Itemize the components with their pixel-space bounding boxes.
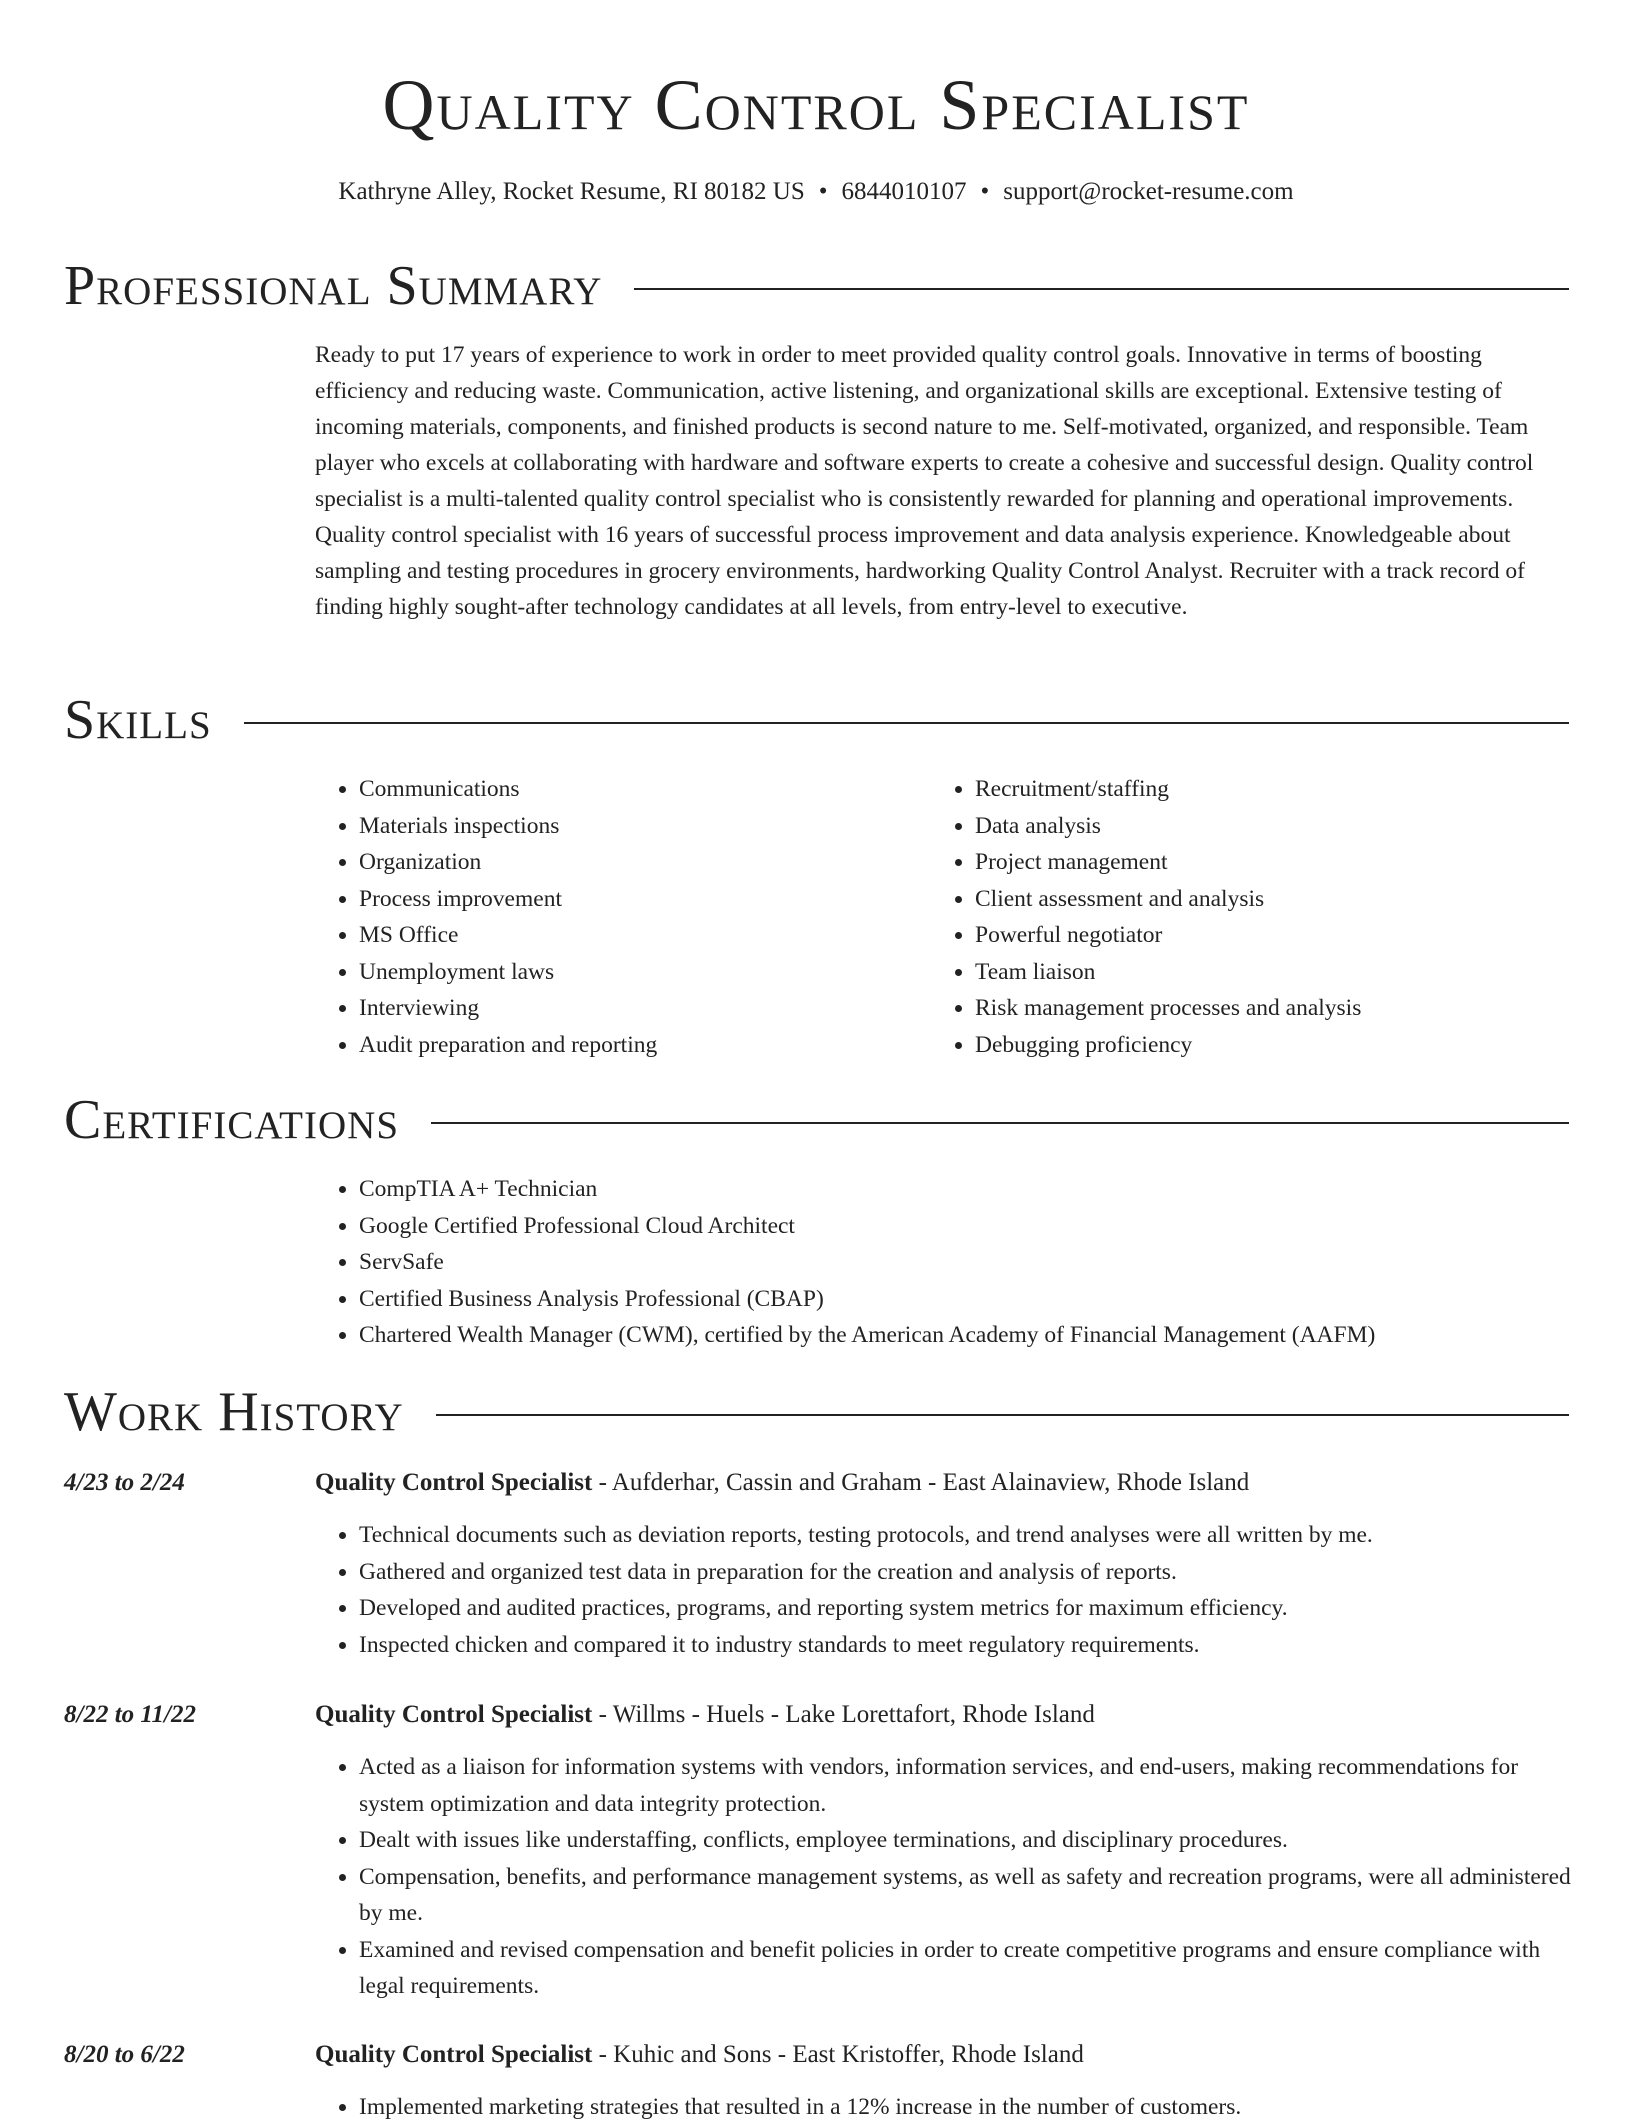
certification-item: • Certified Business Analysis Professional (CBAP): [359, 1281, 1571, 1318]
job-dates: 8/20 to 6/22: [64, 2041, 185, 2068]
resume-title: Quality Control Specialist: [382, 65, 1250, 145]
certification-item: • ServSafe: [359, 1244, 1571, 1281]
contact-line: [0, 174, 1632, 210]
job-bullets: [315, 1749, 1571, 2005]
job-title-line: [315, 1465, 1571, 1501]
work-section-header: [64, 1380, 1569, 1444]
job-bullet-item: • Developed and audited practices, programs, and reporting system metrics for maximum efficiency.: [359, 1590, 1571, 1627]
skill-item: • Organization: [359, 844, 915, 881]
skills-list-right: [931, 771, 1531, 1063]
skills-list-left: [315, 771, 915, 1063]
certifications-heading: Certifications: [64, 1089, 400, 1151]
contact-separator: •: [980, 178, 990, 205]
section-divider: [244, 722, 1569, 724]
contact-address: Kathryne Alley, Rocket Resume, RI 80182 US: [338, 178, 805, 205]
skills-right-column: [931, 771, 1531, 1063]
job-bullets: [315, 1517, 1571, 1663]
section-divider: [634, 288, 1569, 290]
job-title: Quality Control Specialist: [315, 1701, 593, 1728]
skill-item: • Audit preparation and reporting: [359, 1027, 915, 1064]
job-title: Quality Control Specialist: [315, 2041, 593, 2068]
contact-email: support@rocket-resume.com: [1003, 178, 1294, 205]
skill-item: • Communications: [359, 771, 915, 808]
summary-body: [315, 337, 1571, 625]
certification-item: • Chartered Wealth Manager (CWM), certified by the American Academy of Financial Management (AAFM): [359, 1317, 1571, 1354]
job-bullet-item: • Inspected chicken and compared it to industry standards to meet regulatory requirements.: [359, 1627, 1571, 1664]
skill-item: • Process improvement: [359, 881, 915, 918]
job-bullet-item: • Examined and revised compensation and benefit policies in order to create competitive programs and ensure compliance with legal requirements.: [359, 1932, 1571, 2005]
skill-item: • MS Office: [359, 917, 915, 954]
work-heading: Work History: [64, 1381, 404, 1443]
job-bullet-item: • Gathered and organized test data in preparation for the creation and analysis of reports.: [359, 1554, 1571, 1591]
job-dates: 8/22 to 11/22: [64, 1701, 196, 1728]
skills-left-column: [315, 771, 915, 1063]
certification-item: • Google Certified Professional Cloud Architect: [359, 1208, 1571, 1245]
job-bullet-list: [315, 2089, 1571, 2126]
summary-section-header: [64, 254, 1569, 318]
skills-heading: Skills: [64, 689, 212, 751]
summary-text: Ready to put 17 years of experience to work in order to meet provided quality control goals. Innovative in terms of boosting efficiency and reducing waste. Communication, active listening, and organizational skills are exceptional. Extensive testing of incoming materials, components, and finished products is second nature to me. Self-motivated, organized, and responsible. Team player who excels at collaborating with hardware and software experts to create a cohesive and successful design. Quality control specialist is a multi-talented quality control specialist who is consistently rewarded for planning and operational improvements. Quality control specialist with 16 years of successful process improvement and data analysis experience. Knowledgeable about sampling and testing procedures in grocery environments, hardworking Quality Control Analyst. Recruiter with a track record of finding highly sought-after technology candidates at all levels, from entry-level to executive.: [315, 342, 1534, 620]
skill-item: • Team liaison: [975, 954, 1531, 991]
contact-separator: •: [818, 178, 828, 205]
section-divider: [431, 1122, 1569, 1124]
skill-item: • Risk management processes and analysis: [975, 990, 1531, 1027]
job-employer: - Kuhic and Sons - East Kristoffer, Rhode Island: [592, 2041, 1084, 2068]
skill-item: • Unemployment laws: [359, 954, 915, 991]
job-bullet-item: • Implemented marketing strategies that resulted in a 12% increase in the number of customers.: [359, 2089, 1571, 2126]
job-title-line: [315, 2037, 1571, 2073]
skill-item: • Powerful negotiator: [975, 917, 1531, 954]
certifications-body: [315, 1171, 1571, 1354]
section-divider: [436, 1414, 1569, 1416]
job-bullet-item: • Dealt with issues like understaffing, conflicts, employee terminations, and disciplinary procedures.: [359, 1822, 1571, 1859]
certifications-section-header: [64, 1088, 1569, 1152]
skill-item: • Debugging proficiency: [975, 1027, 1531, 1064]
skill-item: • Project management: [975, 844, 1531, 881]
skills-section-header: [64, 688, 1569, 752]
job-bullets: [315, 2089, 1571, 2126]
contact-phone: 6844010107: [841, 178, 967, 205]
skill-item: • Recruitment/staffing: [975, 771, 1531, 808]
job-bullet-item: • Compensation, benefits, and performance management systems, as well as safety and recreation programs, were all administered by me.: [359, 1859, 1571, 1932]
skill-item: • Data analysis: [975, 808, 1531, 845]
job-dates: 4/23 to 2/24: [64, 1469, 185, 1496]
job-bullet-list: [315, 1749, 1571, 2005]
job-bullet-list: [315, 1517, 1571, 1663]
certification-item: • CompTIA A+ Technician: [359, 1171, 1571, 1208]
job-employer: - Aufderhar, Cassin and Graham - East Alainaview, Rhode Island: [592, 1469, 1250, 1496]
job-employer: - Willms - Huels - Lake Lorettafort, Rhode Island: [592, 1701, 1095, 1728]
skill-item: • Client assessment and analysis: [975, 881, 1531, 918]
skill-item: • Interviewing: [359, 990, 915, 1027]
job-title: Quality Control Specialist: [315, 1469, 593, 1496]
job-title-line: [315, 1697, 1571, 1733]
certifications-list: [315, 1171, 1571, 1354]
job-bullet-item: • Technical documents such as deviation reports, testing protocols, and trend analyses were all written by me.: [359, 1517, 1571, 1554]
job-bullet-item: • Acted as a liaison for information systems with vendors, information services, and end-users, making recommendations for system optimization and data integrity protection.: [359, 1749, 1571, 1822]
summary-heading: Professional Summary: [64, 255, 603, 317]
skill-item: • Materials inspections: [359, 808, 915, 845]
